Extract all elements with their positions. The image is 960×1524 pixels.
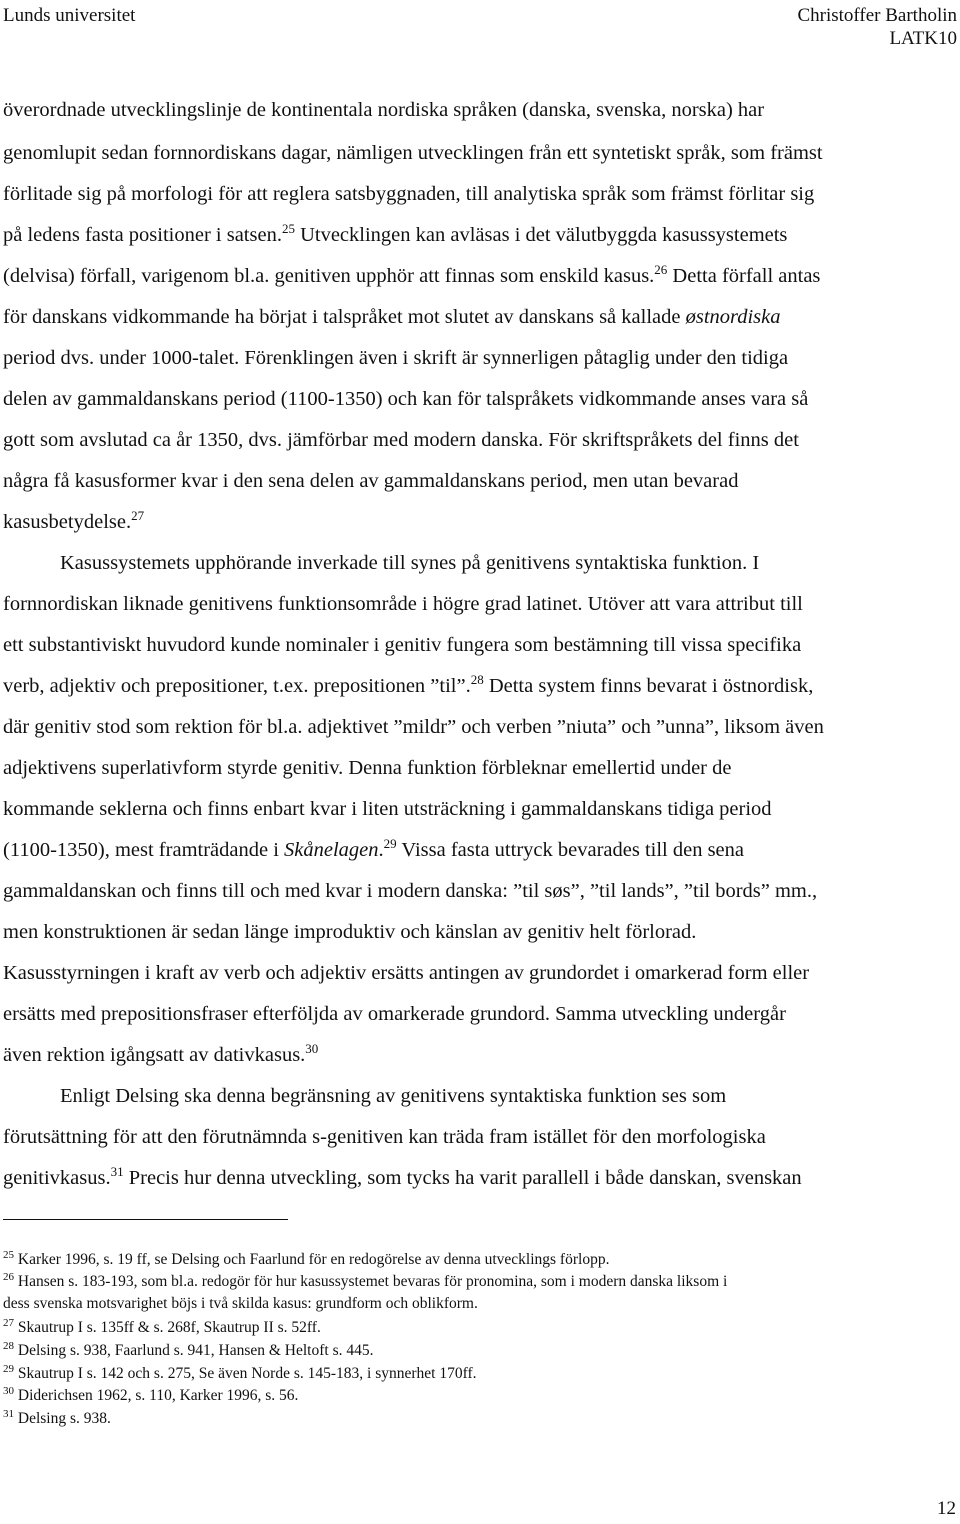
body-line: ett substantiviskt huvudord kunde nominaler i genitiv fungera som bestämning till vissa specifika (3, 634, 802, 656)
text-span: på ledens fasta positioner i satsen. (3, 224, 282, 246)
footnote-text: Karker 1996, s. 19 ff, se Delsing och Faarlund för en redogörelse av denna utvecklings förlopp. (14, 1251, 610, 1268)
footnote-text: Delsing s. 938, Faarlund s. 941, Hansen & Heltoft s. 445. (14, 1342, 374, 1359)
body-line: adjektivens superlativform styrde genitiv. Denna funktion förbleknar emellertid under de (3, 757, 732, 779)
footnote-text: Delsing s. 938. (14, 1410, 111, 1427)
body-line: gott som avslutad ca år 1350, dvs. jämförbar med modern danska. För skriftspråkets del finns det (3, 429, 799, 451)
text-span: Vissa fasta uttryck bevarades till den sena (396, 839, 745, 861)
body-line: Kasussystemets upphörande inverkade till synes på genitivens syntaktiska funktion. I (60, 552, 760, 574)
text-span: . (378, 839, 384, 861)
page-number: 12 (937, 1498, 956, 1519)
text-span: verb, adjektiv och prepositioner, t.ex. prepositionen ”til”. (3, 675, 471, 697)
body-line: förlitade sig på morfologi för att reglera satsbyggnaden, till analytiska språk som främst förlitar sig (3, 183, 815, 205)
footnote (3, 1272, 727, 1291)
body-line: Kasusstyrningen i kraft av verb och adjektiv ersätts antingen av grundordet i omarkerad form eller (3, 962, 810, 984)
body-line (3, 837, 744, 863)
footnote (3, 1341, 373, 1360)
footnote-ref: 31 (110, 1164, 124, 1179)
body-line (3, 222, 787, 248)
footnote-text: Diderichsen 1962, s. 110, Karker 1996, s. 56. (14, 1387, 299, 1404)
footnote-number: 25 (3, 1249, 14, 1261)
body-line: Enligt Delsing ska denna begränsning av genitivens syntaktiska funktion ses som (60, 1085, 727, 1107)
body-line: men konstruktionen är sedan länge improduktiv och känslan av genitiv helt förlorad. (3, 921, 697, 943)
footnote-number: 26 (3, 1271, 14, 1283)
footnote-text: Hansen s. 183-193, som bl.a. redogör för hur kasussystemet bevaras för pronomina, som i modern danska liksom i (14, 1273, 728, 1290)
body-line (3, 509, 144, 535)
footnote-number: 28 (3, 1340, 14, 1352)
footnote-number: 30 (3, 1385, 14, 1397)
footnote-ref: 30 (305, 1041, 319, 1056)
body-line: delen av gammaldanskans period (1100-1350) och kan för talspråkets vidkommande anses vara så (3, 388, 809, 410)
text-span: genitivkasus. (3, 1167, 111, 1189)
footnote-number: 29 (3, 1363, 14, 1375)
footnote-ref: 27 (131, 508, 145, 523)
header-author: Christoffer Bartholin (797, 5, 957, 26)
footnote (3, 1409, 111, 1428)
body-line: ersätts med prepositionsfraser efterföljda av omarkerade grundord. Samma utveckling undergår (3, 1003, 786, 1025)
body-line: genomlupit sedan fornnordiskans dagar, nämligen utvecklingen från ett syntetiskt språk, som främst (3, 142, 823, 164)
footnote-ref: 25 (281, 221, 295, 236)
body-line: några få kasusformer kvar i den sena delen av gammaldanskans period, men utan bevarad (3, 470, 739, 492)
text-span: kasusbetydelse. (3, 511, 132, 533)
body-line: gammaldanskan och finns till och med kvar i modern danska: ”til søs”, ”til lands”, ”til bords” mm., (3, 880, 818, 902)
footnote-ref: 28 (470, 672, 484, 687)
body-line (3, 673, 813, 699)
body-line (3, 304, 781, 330)
body-line: förutsättning för att den förutnämnda s-genitiven kan träda fram istället för den morfologiska (3, 1126, 766, 1148)
footnote-ref: 29 (383, 836, 397, 851)
footnote (3, 1250, 609, 1269)
footnote-ref: 26 (654, 262, 668, 277)
text-span: Detta förfall antas (667, 265, 821, 287)
body-line: överordnade utvecklingslinje de kontinentala nordiska språken (danska, svenska, norska) har (3, 99, 765, 121)
footnote (3, 1364, 477, 1383)
footnote-divider (3, 1219, 288, 1220)
body-line: fornnordiskan liknade genitivens funktionsområde i högre grad latinet. Utöver att vara attribut till (3, 593, 803, 615)
text-span: för danskans vidkommande ha börjat i talspråket mot slutet av danskans så kallade (3, 306, 686, 328)
header-course-code: LATK10 (889, 28, 957, 49)
text-span: Detta system finns bevarat i östnordisk, (483, 675, 814, 697)
text-span: Precis hur denna utveckling, som tycks ha varit parallell i både danskan, svenskan (123, 1167, 802, 1189)
footnote-text: Skautrup I s. 135ff & s. 268f, Skautrup II s. 52ff. (14, 1319, 321, 1336)
body-line: där genitiv stod som rektion för bl.a. adjektivet ”mildr” och verben ”niuta” och ”unna”, liksom även (3, 716, 824, 738)
text-span: även rektion igångsatt av dativkasus. (3, 1044, 306, 1066)
text-span: (delvisa) förfall, varigenom bl.a. genitiven upphör att finnas som enskild kasus. (3, 265, 655, 287)
text-span: Utvecklingen kan avläsas i det välutbyggda kasussystemets (294, 224, 788, 246)
body-line (3, 1165, 802, 1191)
body-line: period dvs. under 1000-talet. Förenklingen även i skrift är synnerligen påtaglig under den tidiga (3, 347, 789, 369)
footnote-continuation: dess svenska motsvarighet böjs i två skilda kasus: grundform och oblikform. (3, 1295, 478, 1312)
footnote (3, 1318, 321, 1337)
footnote-text: Skautrup I s. 142 och s. 275, Se även Norde s. 145-183, i synnerhet 170ff. (14, 1365, 477, 1382)
body-line (3, 1042, 318, 1068)
header-author-block (797, 4, 957, 50)
italic-term: østnordiska (685, 306, 781, 328)
body-line: kommande seklerna och finns enbart kvar i liten utsträckning i gammaldanskans tidiga period (3, 798, 772, 820)
text-span: (1100-1350), mest framträdande i (3, 839, 285, 861)
header-institution: Lunds universitet (3, 5, 136, 26)
footnote-number: 31 (3, 1408, 14, 1420)
body-line (3, 263, 820, 289)
italic-term: Skånelagen (284, 839, 379, 861)
footnote (3, 1386, 298, 1405)
footnote-number: 27 (3, 1317, 14, 1329)
